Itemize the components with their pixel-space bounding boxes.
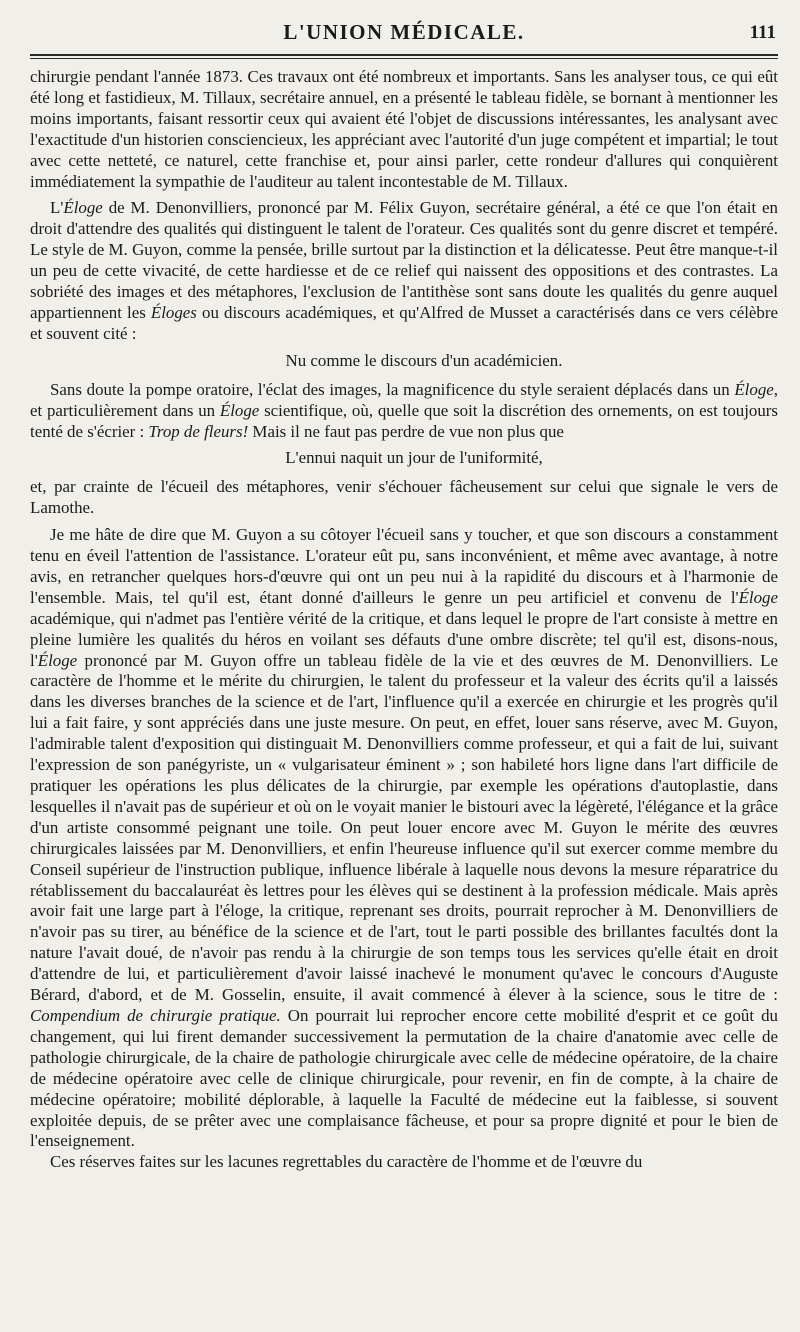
journal-title: L'UNION MÉDICALE. bbox=[283, 20, 525, 44]
text-run: Je me hâte de dire que M. Guyon a su côtoyer l'écueil sans y toucher, et que son discours a constamment tenu en éveil l'attention de l'assistance. L'orateur eût pu, sans inconvénient, et même avec avantage, à notre avis, en retrancher quelques hors-d'œuvre qui ont un peu nui à la rapidité du discours et à l'harmonie de l'ensemble. Mais, tel qu'il est, étant donné d'ailleurs le genre un peu artificiel et convenu de l' bbox=[30, 525, 778, 607]
running-header bbox=[30, 16, 778, 50]
verse-quote-musset: Nu comme le discours d'un académicien. bbox=[285, 350, 563, 370]
italic-run: Éloge bbox=[63, 198, 103, 218]
paragraph-eloge-guyon bbox=[30, 198, 778, 344]
italic-run: Compendium de chirurgie pratique. bbox=[30, 1005, 281, 1025]
text-run: académique, qui n'admet pas l'entière vérité de la critique, et dans lequel le propre de l'art consiste à mettre en pleine lumière les qualités du héros en voilant ses défauts d'une ombre discrète; tel qu'il est, disons-nous, l' bbox=[30, 608, 778, 670]
paragraph-pompe-oratoire bbox=[30, 380, 778, 443]
italic-run: Éloge bbox=[219, 400, 260, 420]
italic-run: Éloges bbox=[150, 302, 197, 322]
text-run: Mais il ne faut pas perdre de vue non plus que bbox=[248, 421, 564, 441]
text-run: L' bbox=[50, 198, 64, 218]
text-run: Sans doute la pompe oratoire, l'éclat des images, la magnificence du style seraient déplacés dans un bbox=[50, 379, 735, 399]
header-rule bbox=[30, 54, 778, 59]
italic-run: Éloge bbox=[734, 379, 774, 399]
text-run: , et particulièrement dans un bbox=[30, 379, 778, 420]
text-run: de M. Denonvilliers, prononcé par M. Félix Guyon, secrétaire général, a été ce que l'on était en droit d'attendre des qualités qui distinguent le talent de l'orateur. Ces qualités sont du genre discret et tempéré. Le style de M. Guyon, comme la pensée, brille surtout par la distinction et la délicatesse. Peut être manque-t-il un peu de cette vivacité, de cette hardiesse et de ce relief qui naissent des oppositions et des contrastes. La sobriété des images et des métaphores, l'exclusion de l'antithèse sont sans doute les qualités du genre auquel appartiennent les bbox=[30, 198, 778, 322]
paragraph-critique bbox=[30, 525, 778, 1152]
text-run: prononcé par M. Guyon offre un tableau fidèle de la vie et des œuvres de M. Denonvilliers. Le caractère de l'homme et le mérite du chirurgien, le talent du professeur et la valeur des écrits qu'il a laissés dans les diverses branches de la science et de l'art, l'influence qu'il a exercée en chirurgie et les progrès qu'il lui a fait faire, y sont appréciés dans une juste mesure. On peut, en effet, louer sans réserve, avec M. Guyon, l'admirable talent d'exposition qui distinguait M. Denonvilliers comme professeur, et qui a fait de lui, suivant l'expression de son panégyriste, un « vulgarisateur éminent » ; son habileté hors ligne dans l'art difficile de pratiquer les opérations les plus délicates de la chirurgie, par exemple les opérations d'autoplastie, dans lesquelles il n'avait pas de supérieur et où on le voyait manier le bistouri avec la légèreté, l'élégance et la grâce d'un artiste consommé peignant une toile. On peut louer encore avec M. Guyon le mérite des œuvres chirurgicales laissées par M. Denonvilliers, et enfin l'heureuse influence qu'il sut exercer comme membre du Conseil supérieur de l'instruction publique, influence libérale à laquelle nous devons la mesure réparatrice du rétablissement du baccalauréat ès lettres pour les élèves qui se destinent à la profession médicale. Mais après avoir fait une large part à l'éloge, la critique, reprenant ses droits, pourrait reprocher à M. Denonvilliers de n'avoir pas su tirer, au bénéfice de la science et de l'art, tout le parti possible des brillantes facultés dont la nature l'avait doué, de n'avoir pas rendu à la chirurgie de son temps tous les services qu'elle était en droit d'attendre de lui, et particulièrement d'avoir laissé inachevé le monument qu'avec le concours d'Auguste Bérard, d'abord, et de M. Gosselin, ensuite, il avait commencé à élever à la science, sous le titre de : bbox=[30, 650, 778, 1005]
paragraph-reserves: Ces réserves faites sur les lacunes regrettables du caractère de l'homme et de l'œuvre du bbox=[50, 1152, 643, 1172]
italic-run: Éloge bbox=[37, 650, 78, 670]
verse-quote-lamothe: L'ennui naquit un jour de l'uniformité, bbox=[285, 448, 543, 468]
page-number: 111 bbox=[749, 22, 776, 43]
italic-run: Trop de fleurs! bbox=[148, 421, 249, 441]
paragraph-ecueil: et, par crainte de l'écueil des métaphores, venir s'échouer fâcheusement sur celui que signale le vers de Lamothe. bbox=[30, 477, 778, 518]
paragraph-tillaux: chirurgie pendant l'année 1873. Ces travaux ont été nombreux et importants. Sans les analyser tous, ce qui eût été long et fastidieux, M. Tillaux, secrétaire annuel, en a présenté le tableau fidèle, se bornant à mentionner les moins importants, faisant ressortir ceux qui avaient été l'objet de discussions intéressantes, les analysant avec l'exactitude d'un historien consciencieux, les appréciant avec l'autorité d'un juge compétent et impartial; le tout avec cette netteté, ce naturel, cette franchise et, pour ainsi parler, cette rondeur d'allures qui conquièrent immédiatement la sympathie de l'auditeur au talent incontestable de M. Tillaux. bbox=[30, 67, 778, 191]
text-run: scientifique, où, quelle que soit la discrétion des ornements, on est toujours tenté de s'écrier : bbox=[30, 400, 778, 441]
italic-run: Éloge bbox=[738, 587, 778, 607]
text-run: ou discours académiques, et qu'Alfred de Musset a caractérisés dans ce vers célèbre et souvent cité : bbox=[30, 302, 778, 343]
article-body bbox=[30, 67, 778, 1173]
text-run: On pourrait lui reprocher encore cette mobilité d'esprit et ce goût du changement, qui lui firent demander successivement la permutation de la chaire d'anatomie avec celle de pathologie chirurgicale, de la chaire de pathologie chirurgicale avec celle de médecine opératoire, de la chaire de médecine opératoire avec celle de clinique chirurgicale, pour revenir, en fin de compte, à la chaire de médecine opératoire; mobilité déplorable, à laquelle la Faculté de médecine eut la faiblesse, si souvent exploitée depuis, de se prêter avec une complaisance fâcheuse, et pour sa propre dignité et pour le bien de l'enseignement. bbox=[30, 1005, 778, 1151]
